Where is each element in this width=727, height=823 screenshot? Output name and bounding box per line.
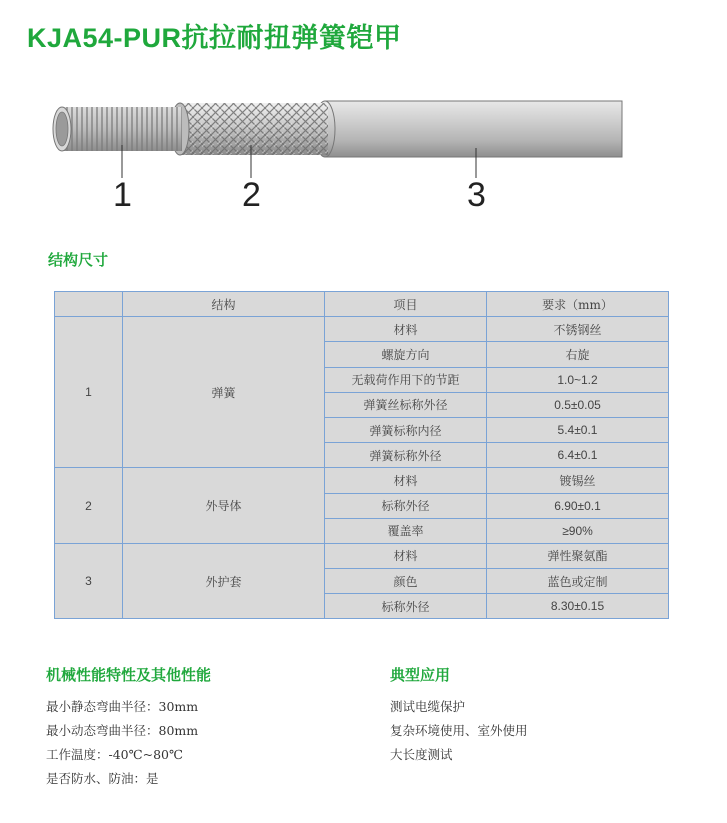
req-cell: 8.30±0.15 xyxy=(487,594,669,619)
item-cell: 弹簧标称外径 xyxy=(325,443,487,468)
item-cell: 标称外径 xyxy=(325,594,487,619)
mechanical-line: 最小动态弯曲半径：80mm xyxy=(46,723,199,738)
req-cell: 6.4±0.1 xyxy=(487,443,669,468)
item-cell: 标称外径 xyxy=(325,493,487,518)
structure-cell: 外导体 xyxy=(123,468,325,544)
req-cell: 5.4±0.1 xyxy=(487,417,669,442)
req-cell: 不锈钢丝 xyxy=(487,317,669,342)
structure-cell: 弹簧 xyxy=(123,317,325,468)
callout-label-2: 2 xyxy=(242,176,261,214)
callout-label-3: 3 xyxy=(467,176,486,214)
req-cell: 1.0~1.2 xyxy=(487,367,669,392)
application-line: 大长度测试 xyxy=(390,747,453,762)
item-cell: 材料 xyxy=(325,317,487,342)
mechanical-line: 是否防水、防油：是 xyxy=(46,771,159,786)
structure-cell: 外护套 xyxy=(123,543,325,619)
mechanical-line: 工作温度：-40℃~80℃ xyxy=(46,747,183,762)
req-cell: ≥90% xyxy=(487,518,669,543)
item-cell: 无载荷作用下的节距 xyxy=(325,367,487,392)
table-header-row xyxy=(55,292,669,317)
req-cell: 镀锡丝 xyxy=(487,468,669,493)
applications-heading: 典型应用 xyxy=(390,667,451,684)
cable-diagram xyxy=(40,90,640,230)
table-row xyxy=(55,468,669,493)
table-row xyxy=(55,543,669,568)
mechanical-heading: 机械性能特性及其他性能 xyxy=(46,667,212,684)
application-line: 复杂环境使用、室外使用 xyxy=(390,723,528,738)
table-row xyxy=(55,317,669,342)
item-cell: 颜色 xyxy=(325,569,487,594)
req-cell: 0.5±0.05 xyxy=(487,392,669,417)
group-id-cell: 2 xyxy=(55,468,123,544)
req-cell: 6.90±0.1 xyxy=(487,493,669,518)
mechanical-line: 最小静态弯曲半径：30mm xyxy=(46,699,199,714)
application-line: 测试电缆保护 xyxy=(390,699,466,714)
header-cell: 结构 xyxy=(123,292,325,317)
item-cell: 材料 xyxy=(325,543,487,568)
callout-label-1: 1 xyxy=(113,176,132,214)
spec-table xyxy=(54,291,669,619)
item-cell: 覆盖率 xyxy=(325,518,487,543)
structure-heading: 结构尺寸 xyxy=(48,252,109,269)
req-cell: 弹性聚氨酯 xyxy=(487,543,669,568)
header-cell xyxy=(55,292,123,317)
header-cell: 项目 xyxy=(325,292,487,317)
group-id-cell: 1 xyxy=(55,317,123,468)
header-cell: 要求（mm） xyxy=(487,292,669,317)
item-cell: 弹簧标称内径 xyxy=(325,417,487,442)
req-cell: 右旋 xyxy=(487,342,669,367)
page-title: KJA54-PUR抗拉耐扭弹簧铠甲 xyxy=(27,23,402,53)
item-cell: 螺旋方向 xyxy=(325,342,487,367)
group-id-cell: 3 xyxy=(55,543,123,619)
item-cell: 材料 xyxy=(325,468,487,493)
item-cell: 弹簧丝标称外径 xyxy=(325,392,487,417)
req-cell: 蓝色或定制 xyxy=(487,569,669,594)
